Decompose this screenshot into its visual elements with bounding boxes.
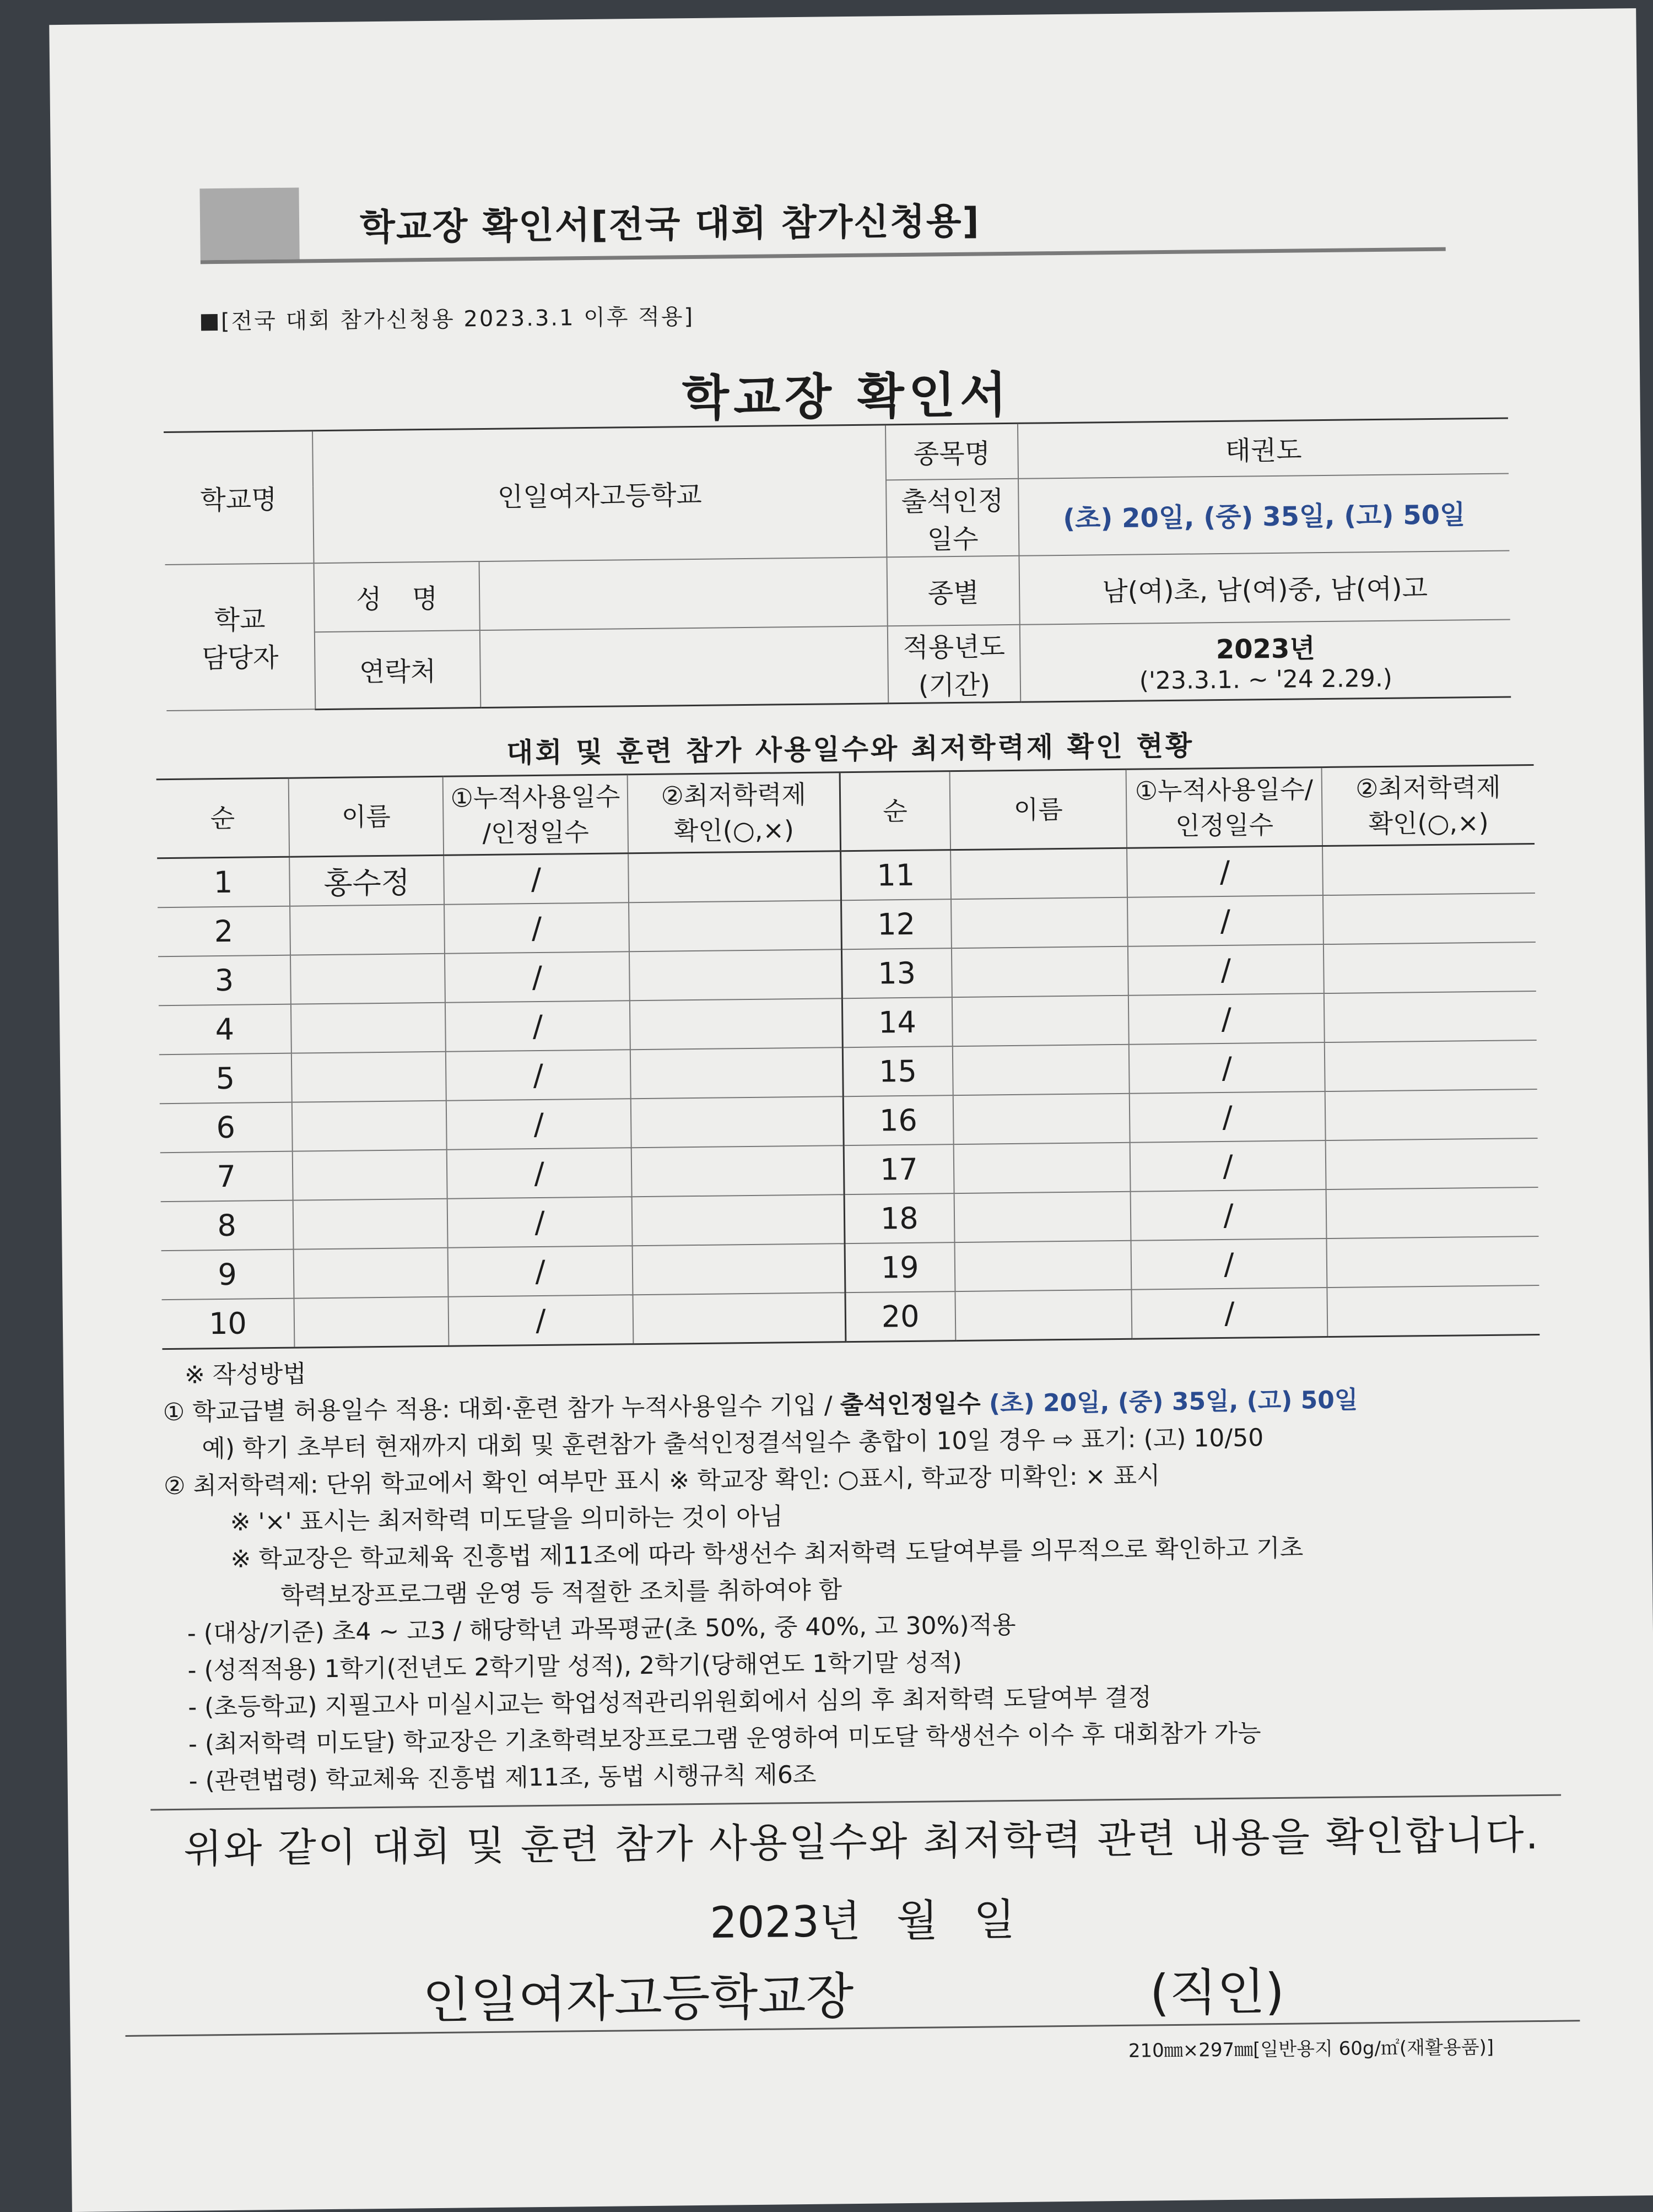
cell-left-days: / [444,902,629,954]
cell-right-no: 19 [845,1242,955,1292]
table-header-row [156,765,1535,858]
apply-note-text: [전국 대회 참가신청용 2023.3.1 이후 적용] [220,304,695,334]
cell-right-min [1323,893,1536,944]
cell-left-min [628,851,841,903]
cell-left-days: / [449,1295,634,1346]
col-name-left: 이름 [289,776,444,857]
year-label [888,624,1020,703]
cell-left-min [633,1292,845,1344]
confirm-date: 2023년 월 일 [709,1895,1015,1948]
col-min-right [1322,765,1535,846]
method-1-text: ① 학교급별 허용일수 적용: 대회·훈련 참가 누적사용일수 기입 / [163,1391,840,1427]
cell-right-min [1326,1236,1539,1288]
cell-right-name [951,897,1128,948]
attendance-label-line2: 일수 [927,523,979,555]
school-value: 인일여자고등학교 [312,425,887,563]
cell-left-days: / [445,951,630,1003]
cell-left-name [290,905,445,955]
cell-right-min [1322,844,1535,896]
cell-right-days: / [1130,1091,1326,1143]
writing-method [163,1342,1622,1800]
cell-right-days: / [1131,1288,1327,1339]
cell-left-no: 1 [157,857,290,907]
cell-left-no: 6 [160,1102,293,1153]
header-title: 학교장 확인서[전국 대회 참가신청용] [359,199,981,249]
method-detail-3: - (초등학교) 지필고사 미실시교는 학업성적관리위원회에서 심의 후 최저학력 도달여부 결정 [188,1683,1152,1722]
col-days-left-line1: ①누적사용일수 [450,781,620,813]
participation-table [156,764,1540,1350]
cell-left-min [632,1194,845,1246]
cell-right-name [952,996,1129,1046]
cell-right-name [955,1241,1132,1291]
cell-left-name [294,1248,449,1299]
cell-right-days: / [1127,846,1323,897]
attendance-value: (초) 20일, (중) 35일, (고) 50일 [1018,473,1509,555]
table-body [157,844,1539,1349]
method-detail-5: - (관련법령) 학교체육 진흥법 제11조, 동법 시행규칙 제6조 [188,1760,817,1795]
method-detail-4: - (최저학력 미도달) 학교장은 기초학력보장프로그램 운영하여 미도달 학생선수 이수 후 대회참가 가능 [188,1719,1261,1759]
confirm-statement: 위와 같이 대회 및 훈련 참가 사용일수와 최저학력 관련 내용을 확인합니다. [183,1811,1540,1872]
cell-right-days: / [1131,1189,1327,1241]
main-title: 학교장 확인서 [682,366,1012,427]
cell-left-days: / [445,1000,630,1052]
cell-right-days: / [1127,895,1324,947]
cell-right-days: / [1130,1140,1326,1192]
col-name-right: 이름 [950,769,1127,850]
col-days-left-line2: /인정일수 [482,817,590,848]
cell-left-days: / [446,1050,631,1101]
cell-right-no: 12 [841,899,952,949]
contact-label: 연락처 [315,630,480,710]
method-detail-2: - (성적적용) 1학기(전년도 2학기말 성적), 2학기(당해연도 1학기말 성적) [187,1648,963,1685]
manager-label [165,563,316,711]
cell-right-min [1324,942,1536,993]
method-2-note-2: ※ 학교장은 학교체육 진흥법 제11조에 따라 학생선수 최저학력 도달여부를 의무적으로 확인하고 기초 [230,1534,1304,1573]
cell-right-name [952,947,1128,997]
category-label: 종별 [887,555,1019,626]
cell-left-days: / [446,1099,631,1150]
cell-right-min [1327,1285,1539,1337]
cell-left-no: 2 [158,906,290,957]
cell-right-no: 20 [845,1291,955,1342]
cell-right-min [1326,1187,1539,1238]
cell-left-days: / [444,853,629,905]
col-min-right-line1: ②최저학력제 [1355,772,1501,804]
col-days-right [1126,767,1322,848]
year-label-line2: (기간) [918,669,991,701]
cell-left-name [293,1150,447,1200]
cell-right-no: 18 [844,1193,955,1243]
method-1-days: (초) 20일, (중) 35일, (고) 50일 [988,1386,1358,1418]
col-min-right-line2: 확인(○,×) [1368,807,1489,839]
method-item-2: ② 최저학력제: 단위 학교에서 확인 여부만 표시 ※ 학교장 확인: ○표시, 학교장 미확인: × 표시 [163,1462,1160,1501]
cell-right-name [954,1143,1131,1193]
period-value: ('23.3.1. ~ '24 2.29.) [1139,664,1393,695]
name-label: 성 명 [314,561,480,632]
year-value [1020,619,1511,702]
cell-left-no: 8 [161,1200,294,1251]
cell-right-name [954,1192,1131,1242]
cell-left-no: 5 [159,1053,292,1104]
method-2-note-1: ※ '×' 표시는 최저학력 미도달을 의미하는 것이 아님 [230,1502,784,1537]
year-value-line: 2023년 [1216,632,1316,665]
method-2-note-2b: 학력보장프로그램 운영 등 적절한 조치를 취하여야 함 [280,1576,842,1610]
cell-right-name [955,1290,1132,1341]
cell-left-min [630,998,842,1050]
cell-left-no: 7 [160,1151,293,1202]
header-gray-block [199,187,299,260]
cell-left-min [629,900,841,951]
event-value: 태권도 [1018,418,1509,478]
contact-value [480,626,888,707]
cell-right-min [1324,991,1537,1042]
cell-left-name: 홍수정 [289,855,444,906]
cell-left-days: / [447,1197,633,1248]
year-label-line1: 적용년도 [903,631,1006,663]
document-page [49,8,1653,2212]
cell-left-name [292,1101,447,1151]
cell-left-no: 9 [161,1250,294,1300]
cell-right-no: 16 [843,1095,954,1145]
cell-right-min [1325,1040,1537,1091]
cell-left-name [291,1052,446,1102]
cell-right-no: 11 [840,850,951,901]
official-seal: (직인) [1149,1962,1285,2022]
cell-left-min [629,949,842,1000]
cell-right-no: 15 [842,1046,953,1096]
col-days-left [443,775,628,856]
name-value [479,557,888,630]
cell-right-name [953,1094,1130,1144]
apply-note [201,299,695,336]
cell-left-days: / [448,1246,633,1297]
cell-left-min [633,1243,845,1295]
section-title: 대회 및 훈련 참가 사용일수와 최저학력제 확인 현황 [506,729,1195,769]
cell-left-no: 3 [158,955,291,1006]
category-value: 남(여)초, 남(여)중, 남(여)고 [1019,550,1510,624]
cell-left-min [631,1145,844,1197]
method-detail-1: - (대상/기준) 초4 ~ 고3 / 해당학년 과목평균(초 50%, 중 40%, 고 30%)적용 [187,1610,1016,1648]
method-1-example: 예) 학기 초부터 현재까지 대회 및 훈련참가 출석인정결석일수 총합이 10일 경우 ⇨ 표기: (고) 10/50 [202,1424,1264,1463]
col-days-right-line2: 인정일수 [1175,810,1274,841]
col-days-right-line1: ①누적사용일수/ [1135,774,1314,806]
cell-right-name [950,848,1127,899]
cell-left-name [294,1297,449,1348]
col-min-left [628,772,840,853]
attendance-label [886,478,1019,557]
col-min-left-line1: ②최저학력제 [661,779,807,811]
cell-right-min [1326,1138,1538,1189]
school-label: 학교명 [164,431,314,565]
method-heading: ※ 작성방법 [184,1360,307,1389]
paper-spec: 210㎜×297㎜[일반용지 60g/㎡(재활용품)] [1128,2036,1494,2062]
principal-name: 인일여자고등학교장 [422,1967,854,2030]
cell-right-days: / [1128,993,1325,1045]
cell-left-min [630,1047,843,1099]
cell-right-days: / [1131,1238,1327,1290]
cell-right-days: / [1129,1042,1325,1094]
method-1-bold: 출석인정일수 [840,1389,990,1420]
cell-right-no: 13 [841,948,952,998]
cell-right-days: / [1128,944,1324,996]
cell-right-min [1325,1089,1538,1140]
cell-right-no: 17 [844,1144,954,1194]
cell-left-no: 4 [159,1004,291,1055]
attendance-label-line1: 출석인정 [901,485,1004,517]
event-label: 종목명 [885,423,1018,480]
manager-label-line1: 학교 [214,604,266,636]
cell-right-no: 14 [842,997,953,1047]
cell-right-name [953,1045,1130,1095]
manager-label-line2: 담당자 [201,642,279,674]
square-bullet-icon [201,314,218,331]
col-min-left-line2: 확인(○,×) [673,815,795,846]
cell-left-name [291,1003,446,1053]
cell-left-no: 10 [162,1299,295,1349]
cell-left-days: / [447,1148,632,1199]
col-no-left: 순 [156,778,289,858]
col-no-right: 순 [840,771,950,851]
cell-left-name [290,954,445,1004]
cell-left-min [631,1096,844,1148]
cell-left-name [293,1199,448,1250]
info-table [164,418,1511,712]
